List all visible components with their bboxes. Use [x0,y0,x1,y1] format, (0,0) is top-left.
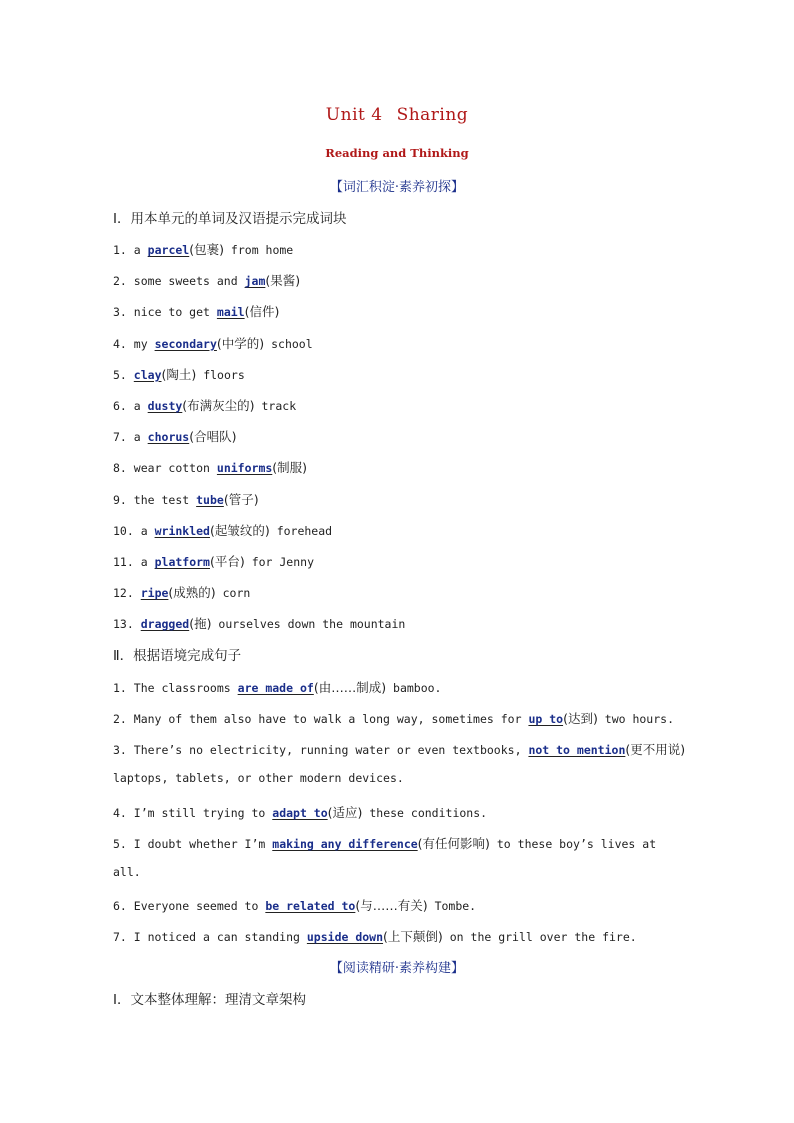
answer-blank: ripe [140,586,169,601]
section-heading-1: Ⅰ．用本单元的单词及汉语提示完成词块 [113,211,347,227]
answer-blank: dragged [140,617,190,632]
section-heading-2: Ⅱ．根据语境完成句子 [113,648,242,664]
vocab-item: 4. my secondary(中学的) school [113,335,313,351]
answer-blank: jam [244,274,266,289]
vocab-item: 12. ripe(成熟的) corn [113,585,251,601]
answer-blank: chorus [147,430,190,445]
sentence-3: 3. There’s no electricity, running water or even textbooks, not to mention(更不用说) [113,742,686,757]
section-banner-reading: 【阅读精研·素养构建】 [329,961,465,976]
vocab-item: 3. nice to get mail(信件) [113,304,280,320]
answer-blank: tube [196,492,224,507]
answer-blank: be related to [265,899,356,913]
unit-number: Unit 4 [325,105,383,125]
answer-blank: adapt to [272,806,328,820]
section-heading-3: Ⅰ．文本整体理解：理清文章架构 [113,992,306,1008]
vocab-item: 10. a wrinkled(起皱纹的) forehead [113,522,333,538]
vocab-item: 6. a dusty(布满灰尘的) track [113,398,297,413]
vocab-item: 9. the test tube(管子) [113,491,259,507]
sentence-1: 1. The classrooms are made of(由……制成) bamboo. [113,680,442,695]
answer-blank: not to mention [528,743,626,757]
answer-blank: mail [216,305,245,320]
sentence-5-continuation: all. [113,865,141,879]
unit-topic: Sharing [396,105,469,125]
vocab-item: 7. a chorus(合唱队) [113,429,237,445]
answer-blank: making any difference [272,837,418,851]
section-banner-vocabulary: 【词汇积淀·素养初探】 [329,180,465,195]
vocab-item: 11. a platform(平台) for Jenny [113,554,314,569]
answer-blank: secondary [154,336,217,351]
answer-blank: clay [133,367,162,382]
answer-blank: platform [154,555,210,569]
vocab-item: 2. some sweets and jam(果酱) [113,273,301,289]
vocab-item: 1. a parcel(包裹) from home [113,242,294,257]
sentence-7: 7. I noticed a can standing upside down(上下颠倒) on the grill over the fire. [113,929,637,944]
unit-title [0,105,794,125]
answer-blank: upside down [306,930,384,944]
vocab-item: 5. clay(陶土) floors [113,366,245,382]
sentence-3-continuation: laptops, tablets, or other modern devices. [113,771,404,785]
answer-blank: dusty [147,399,183,413]
answer-blank: parcel [147,243,190,257]
vocab-item: 8. wear cotton uniforms(制服) [113,460,308,476]
sentence-2: 2. Many of them also have to walk a long way, sometimes for up to(达到) two hours. [113,711,675,726]
vocab-item: 13. dragged(拖) ourselves down the mountain [113,616,406,632]
sentence-4: 4. I’m still trying to adapt to(适应) these conditions. [113,805,488,820]
answer-blank: uniforms [216,461,273,476]
sentence-5: 5. I doubt whether I’m making any difference(有任何影响) to these boy’s lives at [113,836,657,851]
answer-blank: are made of [237,681,314,695]
lesson-subtitle: Reading and Thinking [325,146,469,160]
sentence-6: 6. Everyone seemed to be related to(与……有关) Tombe. [113,898,477,913]
answer-blank: up to [528,712,564,726]
answer-blank: wrinkled [154,523,210,538]
